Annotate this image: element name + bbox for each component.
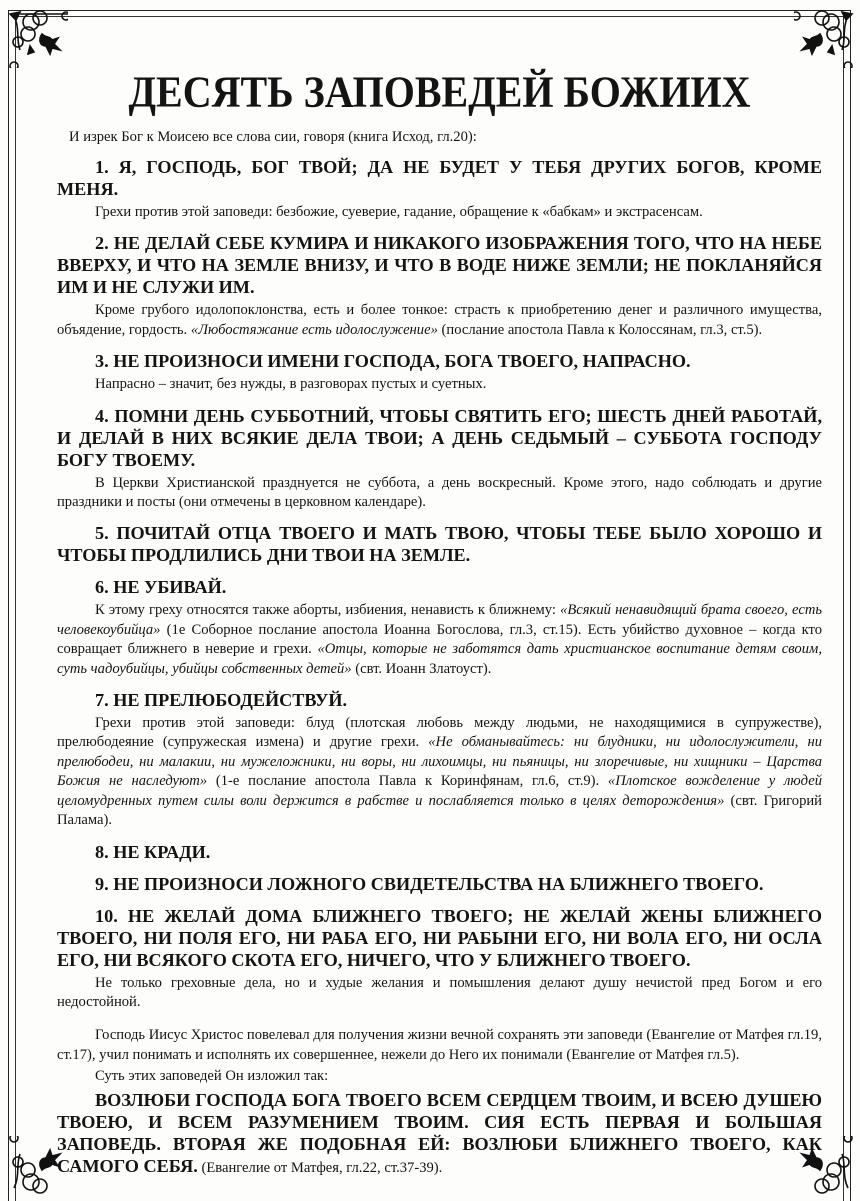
floral-corner-ornament-icon (794, 6, 856, 68)
note-text: Грехи против этой заповеди: блуд (плотская любовь между людьми, не находящимися в супружестве), прелюбодеяние (супружеская измена) и другие грехи. (57, 715, 822, 751)
note-text: (1е Соборное послание апостола Иоанна Богослова, гл.3, ст.15). Есть убийство духовное – когда кто совращает ближнего в неверие и грехи. (57, 621, 822, 658)
commandment-note-3 (57, 375, 822, 394)
commandment-note-2 (57, 301, 822, 340)
scripture-quote: «Отцы, которые не заботятся дать христианское воспитание детям своим, суть чадоубийцы, убийцы собственных детей» (57, 641, 822, 677)
great-commandment-text: ВОЗЛЮБИ ГОСПОДА БОГА ТВОЕГО ВСЕМ СЕРДЦЕМ ТВОИМ, И ВСЕЮ ДУШЕЮ ТВОЕЮ, И ВСЕМ РАЗУМЕНИЕМ ТВОИМ. СИЯ ЕСТЬ ПЕРВАЯ И БОЛЬШАЯ ЗАПОВЕДЬ. ВТОРАЯ ЖЕ ПОДОБНАЯ ЕЙ: ВОЗЛЮБИ БЛИЖНЕГО ТВОЕГО, КАК САМОГО СЕБЯ. (57, 1089, 822, 1176)
commandment-heading-8: 8. НЕ КРАДИ. (95, 841, 211, 862)
note-text: (свт. Григорий Палама). (57, 792, 822, 829)
great-commandment (57, 1089, 822, 1179)
note-text: Грехи против этой заповеди: безбожие, суеверие, гадание, обращение к «бабкам» и экстрасенсам. (95, 204, 703, 220)
commandment-heading-10: 10. НЕ ЖЕЛАЙ ДОМА БЛИЖНЕГО ТВОЕГО; НЕ ЖЕЛАЙ ЖЕНЫ БЛИЖНЕГО ТВОЕГО, НИ ПОЛЯ ЕГО, НИ РАБА ЕГО, НИ РАБЫНИ ЕГО, НИ ВОЛА ЕГО, НИ ОСЛА ЕГО, НИ ВСЯКОГО СКОТА ЕГО, НИЧЕГО, ЧТО У БЛИЖНЕГО ТВОЕГО. (57, 905, 822, 970)
commandment-note-10 (57, 974, 822, 1013)
note-text: В Церкви Христианской празднуется не суббота, а день воскресный. Кроме этого, надо соблюдать и другие праздники и посты (они отмечены в церковном календаре). (57, 474, 822, 511)
commandment-heading-1: 1. Я, ГОСПОДЬ, БОГ ТВОЙ; ДА НЕ БУДЕТ У ТЕБЯ ДРУГИХ БОГОВ, КРОМЕ МЕНЯ. (57, 157, 822, 199)
commandment-heading-7: 7. НЕ ПРЕЛЮБОДЕЙСТВУЙ. (95, 690, 348, 711)
note-text: (послание апостола Павла к Колоссянам, гл.3, ст.5). (437, 321, 763, 338)
commandment-heading-5: 5. ПОЧИТАЙ ОТЦА ТВОЕГО И МАТЬ ТВОЮ, ЧТОБЫ ТЕБЕ БЫЛО ХОРОШО И ЧТОБЫ ПРОДЛИЛИСЬ ДНИ ТВОИ НА ЗЕМЛЕ. (57, 523, 822, 566)
note-text: (1-е послание апостола Павла к Коринфянам, гл.6, ст.9). (207, 773, 608, 790)
intro-text: И изрек Бог к Моисею все слова сии, говоря (книга Исход, гл.20): (69, 129, 477, 145)
floral-corner-ornament-icon (6, 6, 68, 68)
closing-paragraph: Господь Иисус Христос повелевал для получения жизни вечной сохранять эти заповеди (Евангелие от Матфея гл.19, ст.17), учил понимать и исполнять их совершеннее, нежели до Него их понимали (Евангелие от Матфея гл.5). (57, 1027, 822, 1063)
great-commandment-reference: (Евангелие от Матфея, гл.22, ст.37-39). (197, 1159, 443, 1176)
commandments-list (57, 156, 822, 1012)
scripture-quote: «Плотское вожделение у людей целомудренных путем силы воли держится в рабстве и послабляется только в целях деторождения» (57, 773, 822, 809)
note-text: Напрасно – значит, без нужды, в разговорах пустых и суетных. (95, 376, 487, 393)
commandment-heading-3: 3. НЕ ПРОИЗНОСИ ИМЕНИ ГОСПОДА, БОГА ТВОЕГО, НАПРАСНО. (95, 351, 691, 372)
note-text: Не только греховные дела, но и худые желания и помышления делают душу нечистой пред Богом и его недостойной. (57, 974, 822, 1010)
commandment-heading-6: 6. НЕ УБИВАЙ. (95, 577, 227, 598)
commandment-note-4 (57, 474, 822, 513)
note-text: К этому греху относятся также аборты, избиения, ненависть к ближнему: (95, 602, 561, 619)
commandment-heading-2: 2. НЕ ДЕЛАЙ СЕБЕ КУМИРА И НИКАКОГО ИЗОБРАЖЕНИЯ ТОГО, ЧТО НА НЕБЕ ВВЕРХУ, И ЧТО НА ЗЕМЛЕ ВНИЗУ, И ЧТО В ВОДЕ НИЖЕ ЗЕМЛИ; НЕ ПОКЛАНЯЙСЯ ИМ И НЕ СЛУЖИ ИМ. (57, 233, 822, 298)
document-title: ДЕСЯТЬ ЗАПОВЕДЕЙ БОЖИИХ (128, 66, 751, 117)
commandment-note-6 (57, 601, 822, 679)
note-text: Кроме грубого идолопоклонства, есть и более тонкое: страсть к приобретению денег и различного имущества, объядение, гордость. (57, 302, 822, 338)
commandment-note-7 (57, 714, 822, 830)
scripture-quote: «Не обманывайтесь: ни блудники, ни идолослужители, ни прелюбодеи, ни малакии, ни мужеложники, ни воры, ни лихоимцы, ни пьяницы, ни злоречивые, ни хищники – Царства Божия не наследуют» (57, 734, 822, 790)
commandment-heading-9: 9. НЕ ПРОИЗНОСИ ЛОЖНОГО СВИДЕТЕЛЬСТВА НА БЛИЖНЕГО ТВОЕГО. (95, 873, 764, 894)
scripture-quote: «Любостяжание есть идолослужение» (190, 321, 438, 338)
closing-lead-text: Суть этих заповедей Он изложил так: (95, 1068, 329, 1085)
scripture-quote: «Всякий ненавидящий брата своего, есть человекоубийца» (57, 602, 822, 638)
note-text: (свт. Иоанн Златоуст). (351, 660, 492, 677)
document-body (57, 66, 822, 1179)
commandment-note-1 (57, 203, 822, 222)
commandment-heading-4: 4. ПОМНИ ДЕНЬ СУББОТНИЙ, ЧТОБЫ СВЯТИТЬ ЕГО; ШЕСТЬ ДНЕЙ РАБОТАЙ, И ДЕЛАЙ В НИХ ВСЯКИЕ ДЕЛА ТВОИ; А ДЕНЬ СЕДЬМЫЙ – СУББОТА ГОСПОДУ БОГУ ТВОЕМУ. (57, 405, 822, 470)
